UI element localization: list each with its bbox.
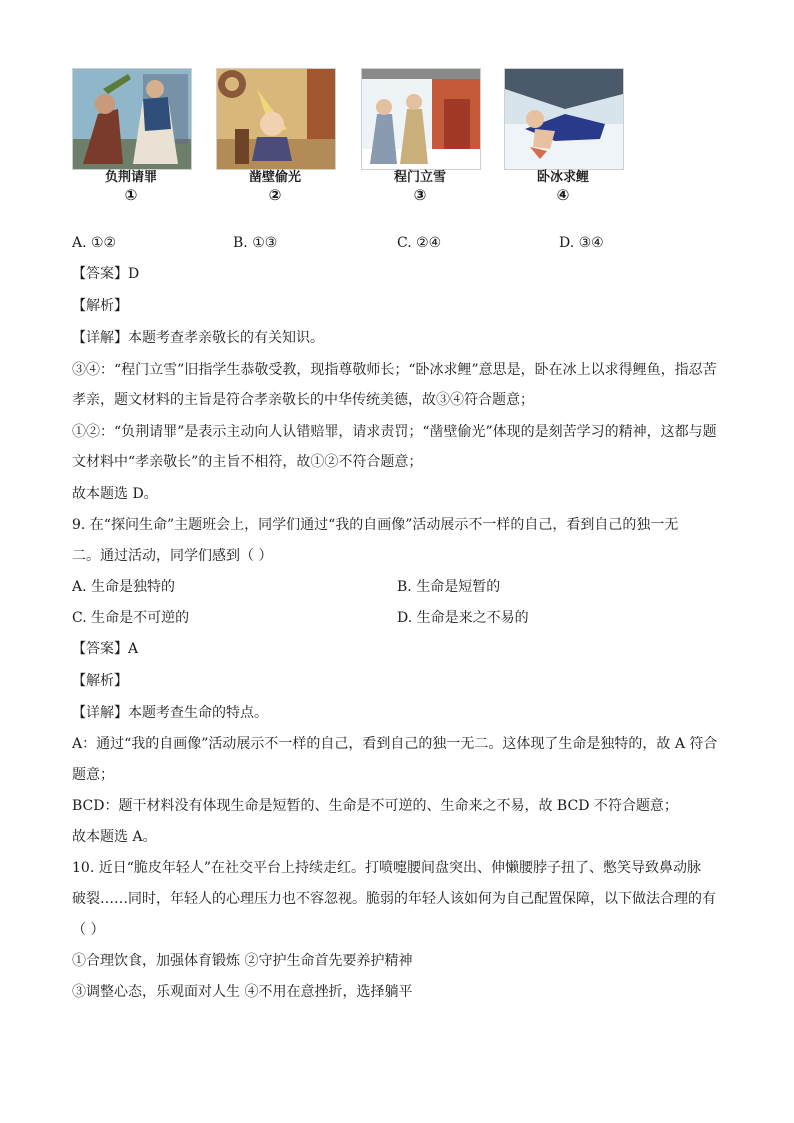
image-number: ②: [268, 186, 282, 204]
image-caption: 负荆请罪: [104, 170, 157, 185]
image-wo-bing-qiu-li: [504, 68, 624, 170]
explanation-line: ③④：“程门立雪”旧指学生恭敬受教，现指尊敬师长；“卧冰求鲤”意思是，卧在冰上以求得鲤鱼，指忍苦: [72, 362, 717, 378]
detail-text: 【详解】本题考查孝亲敬长的有关知识。: [72, 330, 324, 346]
option-c: C. 生命是不可逆的: [72, 610, 190, 626]
analysis-label: 【解析】: [72, 673, 128, 689]
explanation-line: A：通过“我的自画像”活动展示不一样的自己，看到自己的独一无二。这体现了生命是独特的，故 A 符合: [72, 736, 718, 752]
image-number: ③: [413, 186, 427, 204]
option-a: A. 生命是独特的: [72, 579, 176, 595]
question-stem: （ ）: [72, 922, 105, 938]
image-number: ①: [124, 186, 138, 204]
statement-items: ①合理饮食，加强体育锻炼 ②守护生命首先要养护精神: [72, 953, 413, 969]
explanation-line: 题意；: [72, 767, 114, 783]
statement-items: ③调整心态，乐观面对人生 ④不用在意挫折，选择躺平: [72, 984, 413, 1000]
explanation-line: 文材料中“孝亲敬长”的主旨不相符，故①②不符合题意；: [72, 454, 423, 470]
option-b: B. ①③: [233, 235, 278, 251]
answer-label: 【答案】D: [72, 266, 140, 282]
question-stem: 10. 近日“脆皮年轻人”在社交平台上持续走红。打喷嚏腰间盘突出、伸懒腰脖子扭了、憋笑导致鼻动脉: [72, 860, 702, 876]
image-caption: 程门立雪: [393, 170, 446, 185]
explanation-line: BCD：题干材料没有体现生命是短暂的、生命是不可逆的、生命来之不易，故 BCD 不符合题意；: [72, 798, 678, 814]
image-caption: 凿壁偷光: [248, 170, 301, 185]
image-zao-bi-tou-guang: [216, 68, 336, 170]
detail-text: 【详解】本题考查生命的特点。: [72, 705, 268, 721]
option-d: D. ③④: [559, 235, 604, 251]
question-stem: 破裂……同时，年轻人的心理压力也不容忽视。脆弱的年轻人该如何为自己配置保障，以下做法合理的有: [72, 891, 716, 907]
answer-label: 【答案】A: [72, 641, 139, 657]
option-c: C. ②④: [397, 235, 442, 251]
analysis-label: 【解析】: [72, 298, 128, 314]
question-stem: 二。通过活动，同学们感到（ ）: [72, 548, 273, 564]
image-cheng-men-li-xue: [361, 68, 481, 170]
image-caption: 卧冰求鲤: [536, 170, 589, 185]
option-d: D. 生命是来之不易的: [397, 610, 529, 626]
explanation-line: ①②：“负荆请罪”是表示主动向人认错赔罪，请求责罚；“凿壁偷光”体现的是刻苦学习的精神，这都与题: [72, 424, 717, 440]
option-a: A. ①②: [72, 235, 117, 251]
image-number: ④: [556, 186, 570, 204]
option-b: B. 生命是短暂的: [397, 579, 501, 595]
image-fu-jing-qing-zui: [72, 68, 192, 170]
conclusion-text: 故本题选 A。: [72, 829, 157, 845]
question-stem: 9. 在“探问生命”主题班会上，同学们通过“我的自画像”活动展示不一样的自己，看到自己的独一无: [72, 517, 679, 533]
conclusion-text: 故本题选 D。: [72, 486, 158, 502]
explanation-line: 孝亲，题文材料的主旨是符合孝亲敬长的中华传统美德，故③④符合题意；: [72, 392, 534, 408]
